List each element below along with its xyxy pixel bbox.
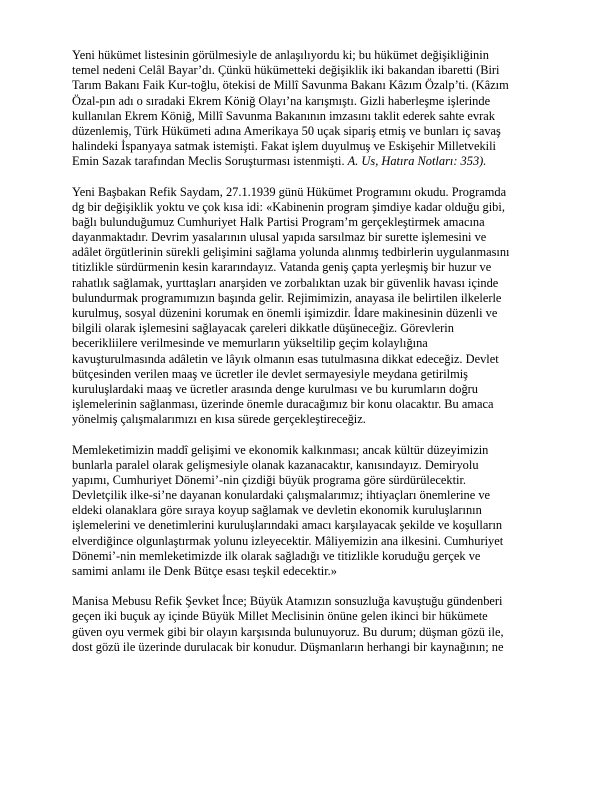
text-line: Devletçilik ilke-si’ne dayanan konulardaki çalışmalarımız; ihtiyaçları önemlerine ve xyxy=(72,488,491,503)
text-line-plain: Emin Sazak tarafından Meclis Soruşturması istenmişti. xyxy=(72,154,348,169)
text-line: kullanılan Ekrem Köniğ, Millî Savunma Bakanının imzasını taklit ederek sahte evrak xyxy=(72,108,495,123)
text-line: titizlikle sürdürmenin kesin kararındayız. Vatanda geniş çapta yerleşmiş bir huzur ve xyxy=(72,260,492,275)
paragraph-3 xyxy=(72,443,552,580)
text-line: becerikliilere verilmesinde ve memurların yükseltilip geçim kolaylığına xyxy=(72,336,428,351)
text-line-with-citation xyxy=(72,154,552,169)
text-line: adâlet örgütlerinin sürekli gelişimini sağlama yolunda alınmış tedbirlerin uygulanmasını xyxy=(72,245,510,260)
text-line: samimi anlamı ile Denk Bütçe esası teşkil edecektir.» xyxy=(72,564,337,578)
text-line: kuruluşlardaki maaş ve ücretler arasında denge kurulması ve bu kurumların doğru xyxy=(72,381,479,396)
text-line: Yeni Başbakan Refik Saydam, 27.1.1939 günü Hükümet Programını okudu. Programda xyxy=(72,184,507,199)
text-line: eldeki olanaklara göre sıraya koyup sağlamak ve devletin ekonomik kuruluşlarının xyxy=(72,503,482,518)
text-line: dg bir değişiklik yoktu ve çok kısa idi: «Kabinenin program şimdiye kadar olduğu gibi, xyxy=(72,199,505,214)
text-line: bunlarla paralel olarak gelişmesiyle olanak kazanacaktır, kanısındayız. Demiryolu xyxy=(72,457,479,472)
text-line: yönelmiş çalışmalarımızı en kısa sürede gerçekleştireceğiz. xyxy=(72,412,366,427)
body-text xyxy=(72,48,552,670)
text-line: bağlı bulunduğumuz Cumhuriyet Halk Partisi Program’m gerçekleştirmek amacına xyxy=(72,214,485,229)
text-line: dayanmaktadır. Devrim yasalarının ulusal yapıda sarsılmaz bir surette işlemesini ve xyxy=(72,230,487,245)
text-line: Yeni hükümet listesinin görülmesiyle de anlaşılıyordu ki; bu hükümet değişikliğinin xyxy=(72,48,489,62)
text-line: düzenlemiş, Türk Hükümeti adına Amerikaya 50 uçak sipariş etmiş ve bunları iç savaş xyxy=(72,123,501,138)
text-line: rahatlık sağlamak, yurttaşları anarşiden ve zorbalıktan uzak bir güvenlik havası içinde xyxy=(72,275,499,290)
text-line: bütçesinden verilen maaş ve ücretler ile devlet sermayesiyle meydana getirilmiş xyxy=(72,366,469,381)
text-line: elverdiğince olgunlaştırmak yolunu izleyecektir. Mâliyemizin ana ilkesini. Cumhuriyet xyxy=(72,533,504,548)
paragraph-2 xyxy=(72,185,552,428)
citation: A. Us, Hatıra Notları: 353). xyxy=(347,154,487,169)
text-line: işlemelerinin sağlanması, üzerinde önemle duracağımız bir konu olacaktır. Bu amaca xyxy=(72,397,494,412)
text-line: Dönemi’-nin memleketimizde ilk olarak sağladığı ve titizlikle koruduğu gerçek ve xyxy=(72,548,481,563)
text-line: güven oyu vermek gibi bir olayın karşısında bulunuyoruz. Bu durum; düşman gözü ile, xyxy=(72,624,504,639)
text-line: dost gözü ile üzerinde durulacak bir konudur. Düşmanların herhangi bir kaynağının; ne xyxy=(72,639,504,654)
text-line: Tarım Bakanı Faik Kur-toğlu, ötekisi de Millî Savunma Bakanı Kâzım Özalp’ti. (Kâzım xyxy=(72,78,509,93)
text-line: kavuşturulmasında adâletin ve lâyık olmanın esas tutulmasına dikkat edeceğiz. Devlet xyxy=(72,351,499,366)
text-line: Memleketimizin maddî gelişimi ve ekonomik kalkınması; ancak kültür düzeyimizin xyxy=(72,442,489,457)
text-line: bilgili olarak işlemesini sağlayacak çareleri dikkatle düşüneceğiz. Görevlerin xyxy=(72,321,454,336)
text-line: kurulmuş, sosyal düzenini korumak en önemli işimizdir. İdare makinesinin düzenli ve xyxy=(72,306,498,320)
text-line: geçen iki buçuk ay içinde Büyük Millet Meclisinin önüne gelen ikinci bir hükümete xyxy=(72,609,488,624)
text-line: temel nedeni Celâl Bayar’dı. Çünkü hükümetteki değişiklik iki bakandan ibaretti (Biri xyxy=(72,63,500,78)
paragraph-1 xyxy=(72,48,552,170)
text-line: halindeki İspanyaya satmak istemişti. Fakat işlem duyulmuş ve Eskişehir Milletvekili xyxy=(72,139,496,154)
text-line: işlemelerini ve denetimlerini kuruluşlarındaki amacı karşılayacak şekilde ve koşulların xyxy=(72,518,503,533)
text-line: Özal-pın adı o sıradaki Ekrem Köniğ Olayı’na karışmıştı. Gizli haberleşme işlerinde xyxy=(72,93,491,108)
text-line: bulundurmak programımızın başında gelir. Rejimimizin, anayasa ile belirtilen ilkelerle xyxy=(72,290,502,305)
text-line: Manisa Mebusu Refik Şevket İnce; Büyük Atamızın sonsuzluğa kavuştuğu gündenberi xyxy=(72,594,503,609)
paragraph-4 xyxy=(72,594,552,655)
text-line: yapımı, Cumhuriyet Dönemi’-nin çizdiği büyük programa göre sürdürülecektir. xyxy=(72,472,466,487)
